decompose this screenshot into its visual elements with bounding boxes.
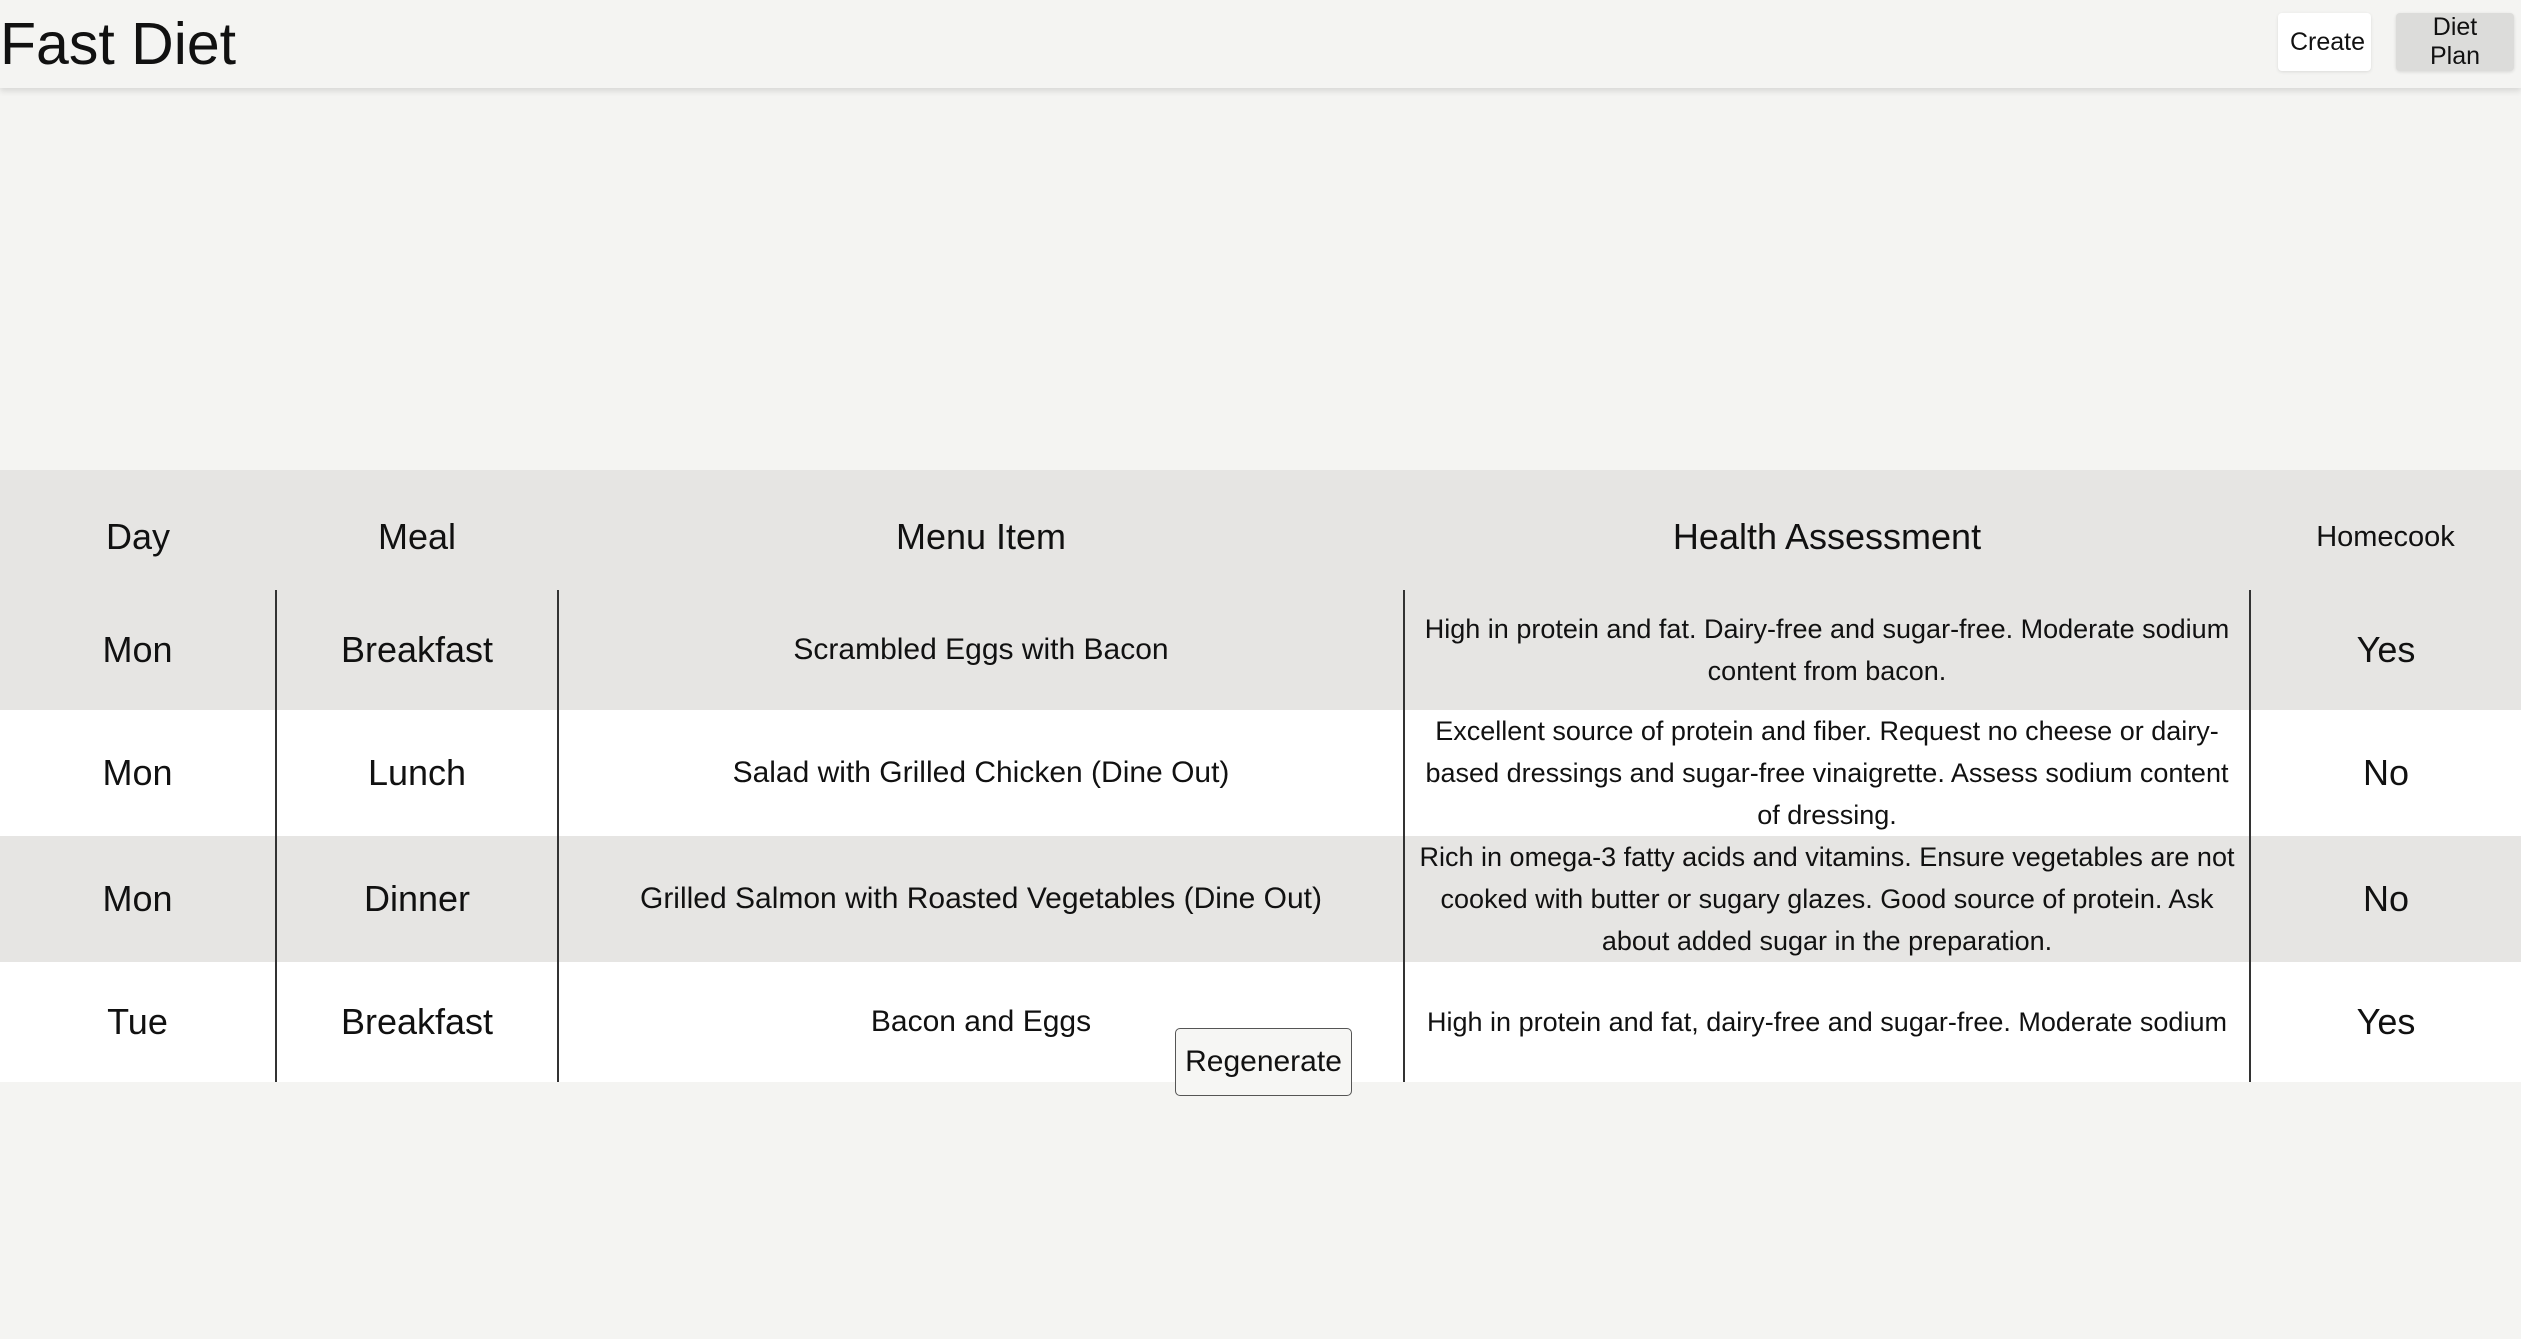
menu-item-cell: Bacon and Eggs bbox=[558, 962, 1404, 1082]
header-homecook: Homecook bbox=[2316, 520, 2455, 553]
day-cell: Mon bbox=[102, 629, 173, 670]
diet-plan-table bbox=[0, 470, 2521, 1082]
homecook-cell: No bbox=[2250, 710, 2521, 836]
table-row bbox=[0, 590, 2521, 710]
table-header-row bbox=[0, 470, 2521, 590]
health-assessment-cell: Excellent source of protein and fiber. Request no cheese or dairy-based dressings and sugar-free vinaigrette. Assess sodium content of dressing. bbox=[1404, 710, 2250, 836]
health-assessment-cell: High in protein and fat, dairy-free and sugar-free. Moderate sodium bbox=[1404, 962, 2250, 1082]
meal-cell: Breakfast bbox=[276, 590, 558, 710]
header-menu-item: Menu Item bbox=[895, 516, 1067, 557]
meal-cell: Lunch bbox=[276, 710, 558, 836]
day-cell: Tue bbox=[107, 1001, 168, 1042]
table-row bbox=[0, 710, 2521, 836]
homecook-cell: No bbox=[2250, 836, 2521, 962]
day-cell: Mon bbox=[102, 752, 173, 793]
app-title: Fast Diet bbox=[0, 11, 237, 77]
health-assessment-cell: High in protein and fat. Dairy-free and sugar-free. Moderate sodium content from bacon. bbox=[1404, 590, 2250, 710]
meal-cell: Dinner bbox=[276, 836, 558, 962]
homecook-cell: Yes bbox=[2250, 590, 2521, 710]
day-cell: Mon bbox=[102, 878, 173, 919]
regenerate-button[interactable]: Regenerate bbox=[1175, 1028, 1352, 1096]
top-app-bar bbox=[0, 0, 2521, 88]
meal-cell: Breakfast bbox=[276, 962, 558, 1082]
table-row bbox=[0, 836, 2521, 962]
menu-item-cell: Grilled Salmon with Roasted Vegetables (Dine Out) bbox=[558, 836, 1404, 962]
homecook-cell: Yes bbox=[2250, 962, 2521, 1082]
health-assessment-cell: Rich in omega-3 fatty acids and vitamins. Ensure vegetables are not cooked with butter or sugary glazes. Good source of protein. Ask about added sugar in the preparation. bbox=[1404, 836, 2250, 962]
header-meal: Meal bbox=[377, 516, 457, 557]
menu-item-cell: Salad with Grilled Chicken (Dine Out) bbox=[558, 710, 1404, 836]
create-nav-button[interactable]: Create bbox=[2278, 13, 2371, 71]
diet-plan-nav-button[interactable]: Diet Plan bbox=[2396, 13, 2514, 71]
header-health-assessment: Health Assessment bbox=[1672, 516, 1982, 557]
diet-plan-table-container[interactable] bbox=[0, 470, 2521, 1042]
header-day: Day bbox=[105, 516, 171, 557]
menu-item-cell: Scrambled Eggs with Bacon bbox=[558, 590, 1404, 710]
